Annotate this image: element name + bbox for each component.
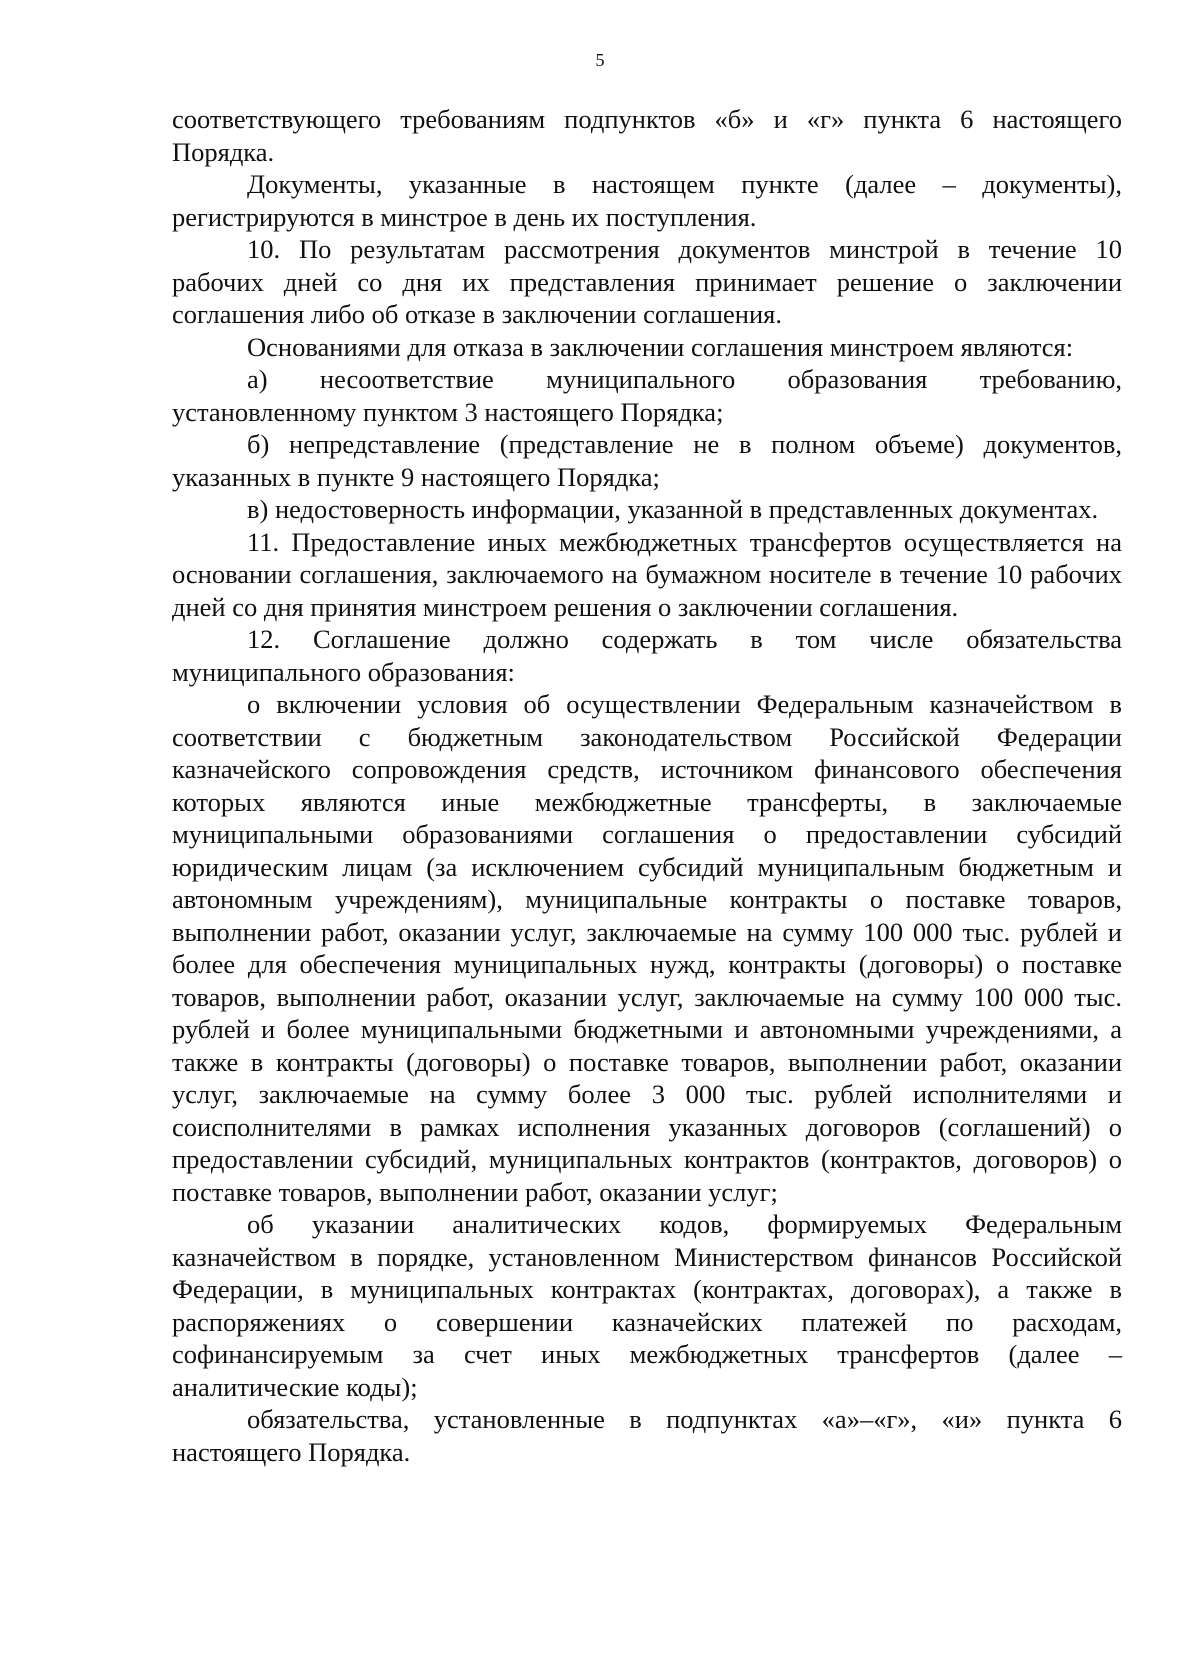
paragraph: соответствующего требованиям подпунктов «б» и «г» пункта 6 настоящего Порядка. xyxy=(172,104,1122,167)
paragraph: 12. Соглашение должно содержать в том числе обязательства муниципального образования: xyxy=(172,624,1122,687)
paragraph: Основаниями для отказа в заключении соглашения минстроем являются: xyxy=(247,331,1074,362)
list-item: б) непредставление (представление не в полном объеме) документов, указанных в пункте 9 настоящего Порядка; xyxy=(172,429,1122,492)
list-item: в) недостоверность информации, указанной в представленных документах. xyxy=(247,494,1099,524)
paragraph: Документы, указанные в настоящем пункте (далее – документы), регистрируются в минстрое в день их поступления. xyxy=(172,169,1122,232)
document-body xyxy=(172,103,1122,1468)
paragraph: обязательства, установленные в подпунктах «а»–«г», «и» пункта 6 настоящего Порядка. xyxy=(172,1404,1122,1467)
paragraph: 11. Предоставление иных межбюджетных трансфертов осуществляется на основании соглашения, заключаемого на бумажном носителе в течение 10 рабочих дней со дня принятия минстроем решения о заключении соглашения. xyxy=(172,526,1122,622)
list-item: а) несоответствие муниципального образования требованию, установленному пунктом 3 настоящего Порядка; xyxy=(172,364,1122,427)
paragraph: о включении условия об осуществлении Федеральным казначейством в соответствии с бюджетным законодательством Российской Федерации казначейского сопровождения средств, источником финансового обеспечения которых являются иные межбюджетные трансферты, в заключаемые муниципальными образованиями соглашения о предоставлении субсидий юридическим лицам (за исключением субсидий муниципальным бюджетным и автономным учреждениям), муниципальные контракты о поставке товаров, выполнении работ, оказании услуг, заключаемые на сумму 100 000 тыс. рублей и более для обеспечения муниципальных нужд, контракты (договоры) о поставке товаров, выполнении работ, оказании услуг, заключаемые на сумму 100 000 тыс. рублей и более муниципальными бюджетными и автономными учреждениями, а также в контракты (договоры) о поставке товаров, выполнении работ, оказании услуг, заключаемые на сумму более 3 000 тыс. рублей исполнителями и соисполнителями в рамках исполнения указанных договоров (соглашений) о предоставлении субсидий, муниципальных контрактов (контрактов, договоров) о поставке товаров, выполнении работ, оказании услуг; xyxy=(172,689,1122,1207)
page-number: 5 xyxy=(595,50,605,70)
paragraph: об указании аналитических кодов, формируемых Федеральным казначейством в порядке, установленном Министерством финансов Российской Федерации, в муниципальных контрактах (контрактах, договорах), а также в распоряжениях о совершении казначейских платежей по расходам, софинансируемым за счет иных межбюджетных трансфертов (далее – аналитические коды); xyxy=(172,1209,1122,1402)
paragraph: 10. По результатам рассмотрения документов минстрой в течение 10 рабочих дней со дня их представления принимает решение о заключении соглашения либо об отказе в заключении соглашения. xyxy=(172,234,1122,329)
